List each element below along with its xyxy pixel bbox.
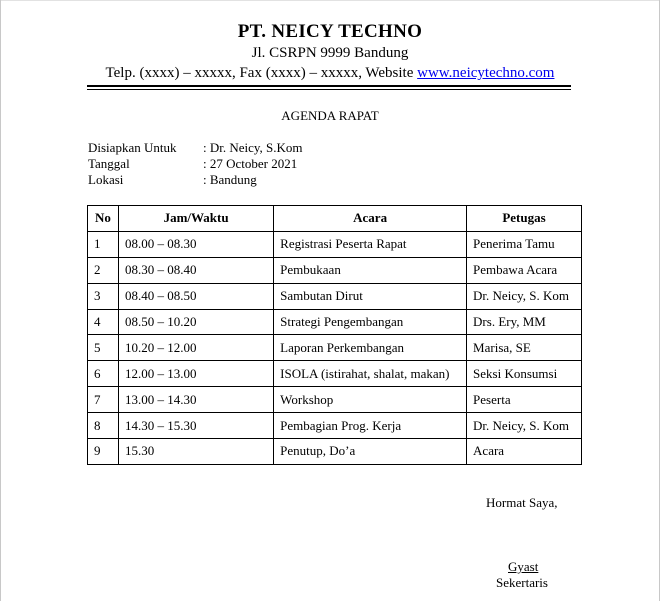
table-row xyxy=(88,361,582,387)
letterhead-rule-thin xyxy=(87,89,571,90)
cell-officer: Peserta xyxy=(467,387,582,413)
page-left-border xyxy=(0,0,1,601)
company-contact xyxy=(0,65,660,82)
table-row xyxy=(88,413,582,439)
cell-event: Workshop xyxy=(274,387,467,413)
header-event: Acara xyxy=(274,206,467,232)
cell-no: 9 xyxy=(88,439,119,465)
cell-officer: Penerima Tamu xyxy=(467,231,582,257)
cell-officer: Dr. Neicy, S. Kom xyxy=(467,283,582,309)
meta-label: Lokasi xyxy=(88,172,124,187)
cell-time: 08.50 – 10.20 xyxy=(118,309,273,335)
cell-event: Laporan Perkembangan xyxy=(274,335,467,361)
cell-time: 13.00 – 14.30 xyxy=(118,387,273,413)
cell-officer: Acara xyxy=(467,439,582,465)
cell-time: 10.20 – 12.00 xyxy=(118,335,273,361)
cell-time: 15.30 xyxy=(118,439,273,465)
document-title: AGENDA RAPAT xyxy=(281,108,379,123)
cell-officer: Pembawa Acara xyxy=(467,257,582,283)
cell-no: 1 xyxy=(88,231,119,257)
cell-no: 6 xyxy=(88,361,119,387)
meta-label: Disiapkan Untuk xyxy=(88,140,177,155)
table-row xyxy=(88,283,582,309)
signer-name: Gyast xyxy=(508,559,539,574)
cell-event: Registrasi Peserta Rapat xyxy=(274,231,467,257)
meta-value: : Dr. Neicy, S.Kom xyxy=(203,140,303,155)
cell-no: 2 xyxy=(88,257,119,283)
table-row xyxy=(88,439,582,465)
cell-no: 3 xyxy=(88,283,119,309)
website-link[interactable]: www.neicytechno.com xyxy=(417,65,555,81)
cell-time: 08.40 – 08.50 xyxy=(118,283,273,309)
table-row xyxy=(88,387,582,413)
cell-no: 8 xyxy=(88,413,119,439)
signer-role: Sekertaris xyxy=(496,575,548,590)
contact-text: Telp. (xxxx) – xxxxx, Fax (xxxx) – xxxxx, Website xyxy=(105,65,418,81)
cell-event: Strategi Pengembangan xyxy=(274,309,467,335)
meta-value: : Bandung xyxy=(203,172,257,187)
company-address: Jl. CSRPN 9999 Bandung xyxy=(251,45,409,61)
agenda-table xyxy=(87,205,582,465)
cell-officer: Marisa, SE xyxy=(467,335,582,361)
table-header-row xyxy=(88,206,582,232)
table-row xyxy=(88,231,582,257)
cell-officer: Dr. Neicy, S. Kom xyxy=(467,413,582,439)
cell-time: 08.00 – 08.30 xyxy=(118,231,273,257)
cell-event: Pembukaan xyxy=(274,257,467,283)
page-top-border xyxy=(0,0,660,1)
cell-event: Sambutan Dirut xyxy=(274,283,467,309)
cell-event: ISOLA (istirahat, shalat, makan) xyxy=(274,361,467,387)
meta-label: Tanggal xyxy=(88,156,130,171)
cell-event: Pembagian Prog. Kerja xyxy=(274,413,467,439)
cell-no: 5 xyxy=(88,335,119,361)
company-name: PT. NEICY TECHNO xyxy=(237,21,423,42)
cell-no: 4 xyxy=(88,309,119,335)
closing-salutation: Hormat Saya, xyxy=(486,495,558,510)
cell-officer: Drs. Ery, MM xyxy=(467,309,582,335)
header-no: No xyxy=(88,206,119,232)
cell-officer: Seksi Konsumsi xyxy=(467,361,582,387)
cell-event: Penutup, Do’a xyxy=(274,439,467,465)
cell-time: 08.30 – 08.40 xyxy=(118,257,273,283)
cell-time: 12.00 – 13.00 xyxy=(118,361,273,387)
cell-no: 7 xyxy=(88,387,119,413)
table-row xyxy=(88,309,582,335)
cell-time: 14.30 – 15.30 xyxy=(118,413,273,439)
table-row xyxy=(88,335,582,361)
table-row xyxy=(88,257,582,283)
header-time: Jam/Waktu xyxy=(118,206,273,232)
letterhead-rule-thick xyxy=(87,85,571,87)
meta-value: : 27 October 2021 xyxy=(203,156,298,171)
header-officer: Petugas xyxy=(467,206,582,232)
